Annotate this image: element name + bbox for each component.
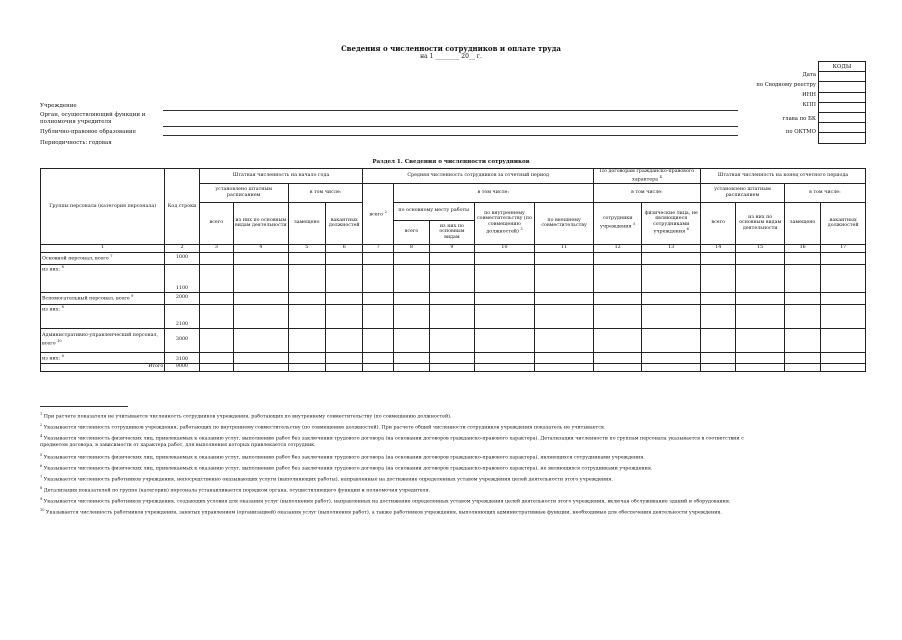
th-internal: по внутреннему совместительству (по совмещению должностей) $^3$ (474, 202, 535, 244)
data-cell[interactable] (288, 328, 325, 352)
col-num: 13 (642, 244, 701, 252)
data-cell[interactable] (736, 264, 785, 292)
footnote: $^5$ Указывается численность физических лиц, привлекаемых к оказанию услуг, выполнению работ без заключения трудового договора (на основании договоров гражданско-правового характера), являющихся сотрудниками учреждения. (40, 453, 645, 461)
code-cell-kpp (819, 102, 866, 112)
data-cell[interactable] (363, 304, 393, 328)
data-cell[interactable] (593, 352, 642, 363)
data-cell[interactable] (593, 304, 642, 328)
data-cell[interactable] (535, 352, 594, 363)
row-code: 2000 (165, 292, 199, 304)
th-external: по внешнему совместительству (535, 202, 594, 244)
footnote: $^9$ Указывается численность работников учреждения, создающих условия для оказания услуг (выполнения работ), направленных на достижение определенных уставом учреждения целей деятельности этого учреждения, включая обслуживание зданий и оборудования. (40, 497, 731, 505)
code-cell-date (819, 72, 866, 82)
data-cell[interactable] (393, 304, 429, 328)
col-num: 1 (41, 244, 165, 252)
data-cell[interactable] (430, 352, 474, 363)
data-cell[interactable] (234, 363, 289, 371)
footnote: $^1$ При расчете показателя не учитывается численность сотрудников учреждения, работающих по внутреннему совместительству (по совмещению должностей). (40, 412, 452, 420)
row-label: Итого (41, 363, 165, 371)
footnote: $^7$ Указывается численность работников учреждения, непосредственно оказывающих услуги (выполняющих работы), направленные на достижение определенных уставом учреждения целей деятельности этого учреждения. (40, 475, 613, 483)
row-code: 3000 (165, 328, 199, 352)
code-cell-oktmo (819, 123, 866, 133)
th-non-employees: физические лица, не являющиеся сотрудниками учреждения $^6$ (642, 202, 701, 244)
form-title: Сведения о численности сотрудников и оплате труда (341, 44, 561, 53)
data-cell[interactable] (784, 328, 820, 352)
th-filled-start: замещено (288, 202, 325, 244)
data-cell[interactable] (736, 328, 785, 352)
col-num: 17 (821, 244, 866, 252)
data-cell[interactable] (234, 252, 289, 264)
data-cell[interactable] (234, 264, 289, 292)
codes-header: КОДЫ (819, 62, 866, 72)
footnote-separator (40, 406, 128, 407)
data-cell[interactable] (288, 363, 325, 371)
th-avg-total: всего $^2$ (363, 183, 393, 244)
data-cell[interactable] (363, 292, 393, 304)
data-cell[interactable] (199, 292, 233, 304)
footnote: $^6$ Указывается численность физических лиц, привлекаемых к оказанию услуг, выполнению работ без заключения трудового договора (на основании договоров гражданско-правового характера), не являющихся сотрудниками учреждения. (40, 464, 653, 472)
data-cell[interactable] (430, 292, 474, 304)
th-main-place-main: из них по основным видам (430, 220, 474, 244)
col-num: 8 (393, 244, 429, 252)
field-public-entity: Публично-правовое образование (40, 129, 136, 135)
data-cell[interactable] (234, 352, 289, 363)
data-cell[interactable] (821, 328, 866, 352)
th-code: Код строки (165, 169, 199, 245)
row-label: Основной персонал, всего $^7$ (41, 252, 165, 264)
data-cell[interactable] (701, 292, 736, 304)
row-label: из них: $^8$ (41, 304, 165, 328)
data-cell[interactable] (199, 252, 233, 264)
th-established-end: установлено штатным расписанием (701, 183, 785, 202)
data-cell[interactable] (393, 328, 429, 352)
col-num: 9 (430, 244, 474, 252)
row-label: из них: $^8$ (41, 264, 165, 292)
code-label-oktmo: по ОКТМО (785, 129, 816, 135)
data-cell[interactable] (784, 363, 820, 371)
data-cell[interactable] (430, 328, 474, 352)
data-cell[interactable] (326, 252, 363, 264)
field-institution: Учреждение (40, 103, 77, 109)
data-cell[interactable] (736, 352, 785, 363)
data-cell[interactable] (474, 264, 535, 292)
col-num: 12 (593, 244, 642, 252)
data-cell[interactable] (363, 363, 393, 371)
th-group: Группы персонала (категория персонала) (41, 169, 165, 245)
data-cell[interactable] (535, 363, 594, 371)
th-established-start: установлено штатным расписанием (199, 183, 288, 202)
field-public-entity-line (163, 135, 738, 136)
th-gph: По договорам гражданско-правового характера $^4$ (593, 169, 700, 184)
data-cell[interactable] (430, 304, 474, 328)
data-cell[interactable] (535, 304, 594, 328)
data-cell[interactable] (642, 252, 701, 264)
col-num: 6 (326, 244, 363, 252)
col-num: 14 (701, 244, 736, 252)
data-cell[interactable] (701, 252, 736, 264)
data-cell[interactable] (199, 304, 233, 328)
staff-table (40, 168, 866, 372)
data-cell[interactable] (642, 328, 701, 352)
th-employees: сотрудники учреждения $^5$ (593, 202, 642, 244)
column-number-row (41, 244, 866, 252)
code-cell-bk (819, 112, 866, 122)
th-main-activity-start: из них по основным видам деятельности (234, 202, 289, 244)
th-vacant-start: вакантных должностей (326, 202, 363, 244)
data-cell[interactable] (593, 328, 642, 352)
data-cell[interactable] (288, 252, 325, 264)
field-founder-cont: полномочия учредителя (40, 119, 112, 125)
data-cell[interactable] (326, 292, 363, 304)
data-cell[interactable] (288, 264, 325, 292)
row-code: 3100 (165, 352, 199, 363)
row-label: из них: $^8$ (41, 352, 165, 363)
code-cell-extra (819, 133, 866, 143)
data-cell[interactable] (821, 264, 866, 292)
field-institution-line (163, 110, 738, 111)
row-code: 1100 (165, 264, 199, 292)
data-cell[interactable] (326, 304, 363, 328)
field-periodicity: Периодичность: годовая (40, 140, 112, 146)
data-cell[interactable] (288, 352, 325, 363)
code-cell-registry (819, 82, 866, 92)
th-including-gph: в том числе: (593, 183, 700, 202)
data-cell[interactable] (535, 252, 594, 264)
data-cell[interactable] (593, 363, 642, 371)
data-cell[interactable] (234, 328, 289, 352)
row-code: 9000 (165, 363, 199, 371)
data-cell[interactable] (535, 264, 594, 292)
table-row (41, 264, 866, 292)
table-row (41, 328, 866, 352)
th-including-avg: в том числе: (393, 183, 593, 202)
footnote: предметом договора, в зависимости от характера работ, для выполнения которых привлекается сотрудник. (40, 443, 316, 448)
table-row (41, 252, 866, 264)
data-cell[interactable] (393, 292, 429, 304)
code-label-kpp: КПП (802, 102, 816, 108)
data-cell[interactable] (393, 363, 429, 371)
th-vacant-end: вакантных должностей (821, 202, 866, 244)
table-row (41, 304, 866, 328)
data-cell[interactable] (535, 292, 594, 304)
data-cell[interactable] (430, 264, 474, 292)
data-cell[interactable] (784, 252, 820, 264)
data-cell[interactable] (736, 304, 785, 328)
data-cell[interactable] (701, 304, 736, 328)
data-cell[interactable] (393, 252, 429, 264)
row-code: 2100 (165, 304, 199, 328)
codes-box (818, 61, 866, 144)
data-cell[interactable] (642, 304, 701, 328)
th-main-place: по основному месту работы (393, 202, 474, 220)
th-including-end: в том числе: (784, 183, 865, 202)
data-cell[interactable] (474, 252, 535, 264)
code-label-inn: ИНН (802, 92, 816, 98)
th-total-end: всего (701, 202, 736, 244)
data-cell[interactable] (821, 363, 866, 371)
data-cell[interactable] (784, 292, 820, 304)
data-cell[interactable] (199, 264, 233, 292)
th-main-place-total: всего (393, 220, 429, 244)
data-cell[interactable] (642, 352, 701, 363)
data-cell[interactable] (474, 352, 535, 363)
data-cell[interactable] (474, 328, 535, 352)
code-cell-inn (819, 92, 866, 102)
col-num: 11 (535, 244, 594, 252)
col-num: 16 (784, 244, 820, 252)
field-founder: Орган, осуществляющий функции и (40, 112, 146, 118)
data-cell[interactable] (288, 292, 325, 304)
data-cell[interactable] (363, 252, 393, 264)
data-cell[interactable] (821, 352, 866, 363)
code-label-date: Дата (802, 72, 816, 78)
data-cell[interactable] (326, 328, 363, 352)
data-cell[interactable] (593, 264, 642, 292)
data-cell[interactable] (326, 264, 363, 292)
data-cell[interactable] (784, 352, 820, 363)
row-label: Вспомогательный персонал, всего $^9$ (41, 292, 165, 304)
row-code: 1000 (165, 252, 199, 264)
data-cell[interactable] (736, 292, 785, 304)
data-cell[interactable] (234, 292, 289, 304)
table-row (41, 352, 866, 363)
col-num: 10 (474, 244, 535, 252)
data-cell[interactable] (701, 264, 736, 292)
col-num: 2 (165, 244, 199, 252)
data-cell[interactable] (736, 252, 785, 264)
footnote: $^4$ Указывается численность физических лиц, привлекаемых к оказанию услуг, выполнению работ без заключения трудового договора (на основании договоров гражданско-правового характера). Детализация численности по группам персонала указывается в соответствии с (40, 434, 744, 442)
data-cell[interactable] (821, 292, 866, 304)
code-label-bk: глава по БК (782, 116, 816, 122)
col-num: 7 (363, 244, 393, 252)
col-num: 5 (288, 244, 325, 252)
data-cell[interactable] (474, 292, 535, 304)
footnote: $^2$ Указывается численность сотрудников учреждения, работающих по внутреннему совместительству (по совмещению должностей). При расчете общей численности сотрудников учреждения показатель не учитывается. (40, 423, 606, 431)
data-cell[interactable] (593, 292, 642, 304)
data-cell[interactable] (363, 264, 393, 292)
data-cell[interactable] (199, 363, 233, 371)
data-cell[interactable] (535, 328, 594, 352)
data-cell[interactable] (363, 328, 393, 352)
table-row (41, 363, 866, 371)
data-cell[interactable] (326, 363, 363, 371)
data-cell[interactable] (430, 363, 474, 371)
th-staff-start: Штатная численность на начало года (199, 169, 363, 184)
data-cell[interactable] (701, 328, 736, 352)
data-cell[interactable] (593, 252, 642, 264)
data-cell[interactable] (821, 304, 866, 328)
data-cell[interactable] (642, 292, 701, 304)
data-cell[interactable] (784, 304, 820, 328)
data-cell[interactable] (736, 363, 785, 371)
data-cell[interactable] (821, 252, 866, 264)
form-date-line: на 1 ________ 20__ г. (420, 53, 482, 60)
row-label: Административно-управленческий персонал, всего $^{10}$ (41, 328, 165, 352)
col-num: 4 (234, 244, 289, 252)
field-founder-line (163, 126, 738, 127)
th-including-start: в том числе: (288, 183, 363, 202)
data-cell[interactable] (326, 352, 363, 363)
data-cell[interactable] (363, 352, 393, 363)
th-average: Средняя численность сотрудников за отчетный период (363, 169, 593, 184)
data-cell[interactable] (393, 264, 429, 292)
th-main-activity-end: из них по основным видам деятельности (736, 202, 785, 244)
data-cell[interactable] (701, 352, 736, 363)
th-filled-end: замещено (784, 202, 820, 244)
th-staff-end: Штатная численность на конец отчетного периода (701, 169, 866, 184)
data-cell[interactable] (199, 352, 233, 363)
data-cell[interactable] (199, 328, 233, 352)
data-cell[interactable] (784, 264, 820, 292)
th-total-start: всего (199, 202, 233, 244)
col-num: 3 (199, 244, 233, 252)
col-num: 15 (736, 244, 785, 252)
data-cell[interactable] (234, 304, 289, 328)
data-cell[interactable] (288, 304, 325, 328)
section-title: Раздел 1. Сведения о численности сотрудников (372, 159, 530, 165)
data-cell[interactable] (430, 252, 474, 264)
footnote: $^{10}$ Указывается численность работников учреждения, занятых управлением (организацией) оказания услуг (выполнения работ), а также работников учреждения, выполняющих административные функции, необходимые для обеспечения деятельности учреждения. (40, 508, 722, 516)
data-cell[interactable] (642, 264, 701, 292)
data-cell[interactable] (474, 363, 535, 371)
data-cell[interactable] (393, 352, 429, 363)
data-cell[interactable] (642, 363, 701, 371)
footnote: $^8$ Детализация показателей по группе (категории) персонала устанавливается порядком органа, осуществляющего функции и полномочия учредителя. (40, 486, 431, 494)
data-cell[interactable] (474, 304, 535, 328)
table-row (41, 292, 866, 304)
data-cell[interactable] (701, 363, 736, 371)
code-label-registry: по Сводному реестру (756, 82, 816, 88)
